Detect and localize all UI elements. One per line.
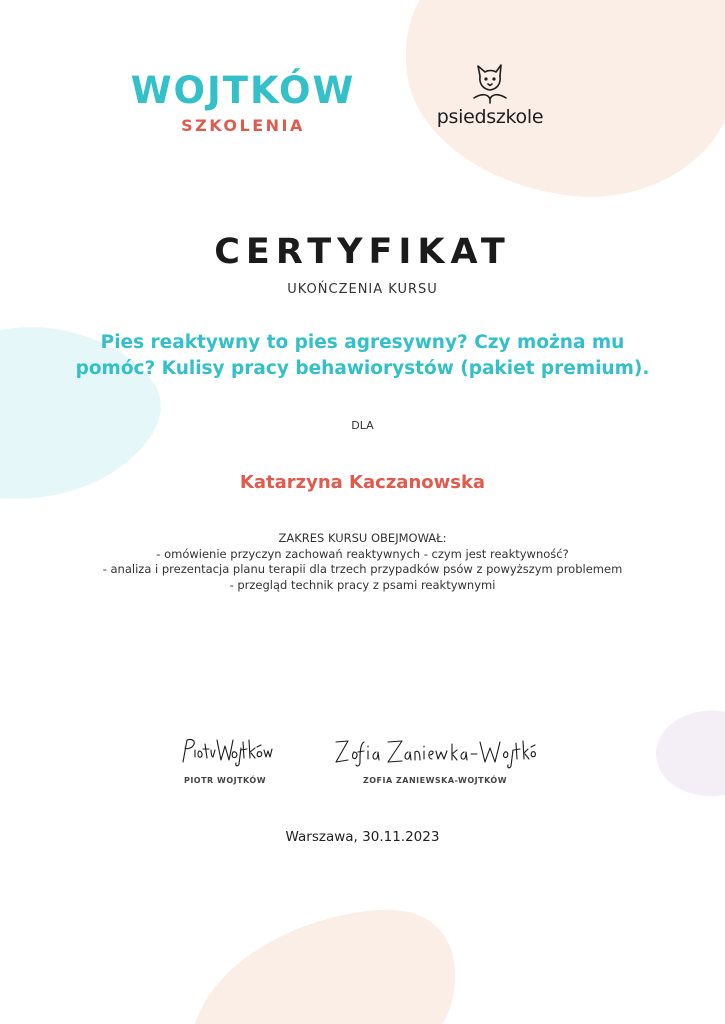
signer-name: PIOTR WOJTKÓW	[183, 776, 267, 785]
handwritten-signature	[330, 732, 540, 770]
signature-block-piotr	[160, 732, 290, 785]
certificate-subtitle: UKOŃCZENIA KURSU	[287, 282, 438, 297]
logo-main-text: WOJTKÓW	[130, 69, 356, 112]
psiedszkole-wordmark: psiedszkole	[436, 106, 544, 128]
signature-block-zofia	[320, 732, 550, 785]
course-scope	[40, 531, 685, 593]
scope-item: - analiza i prezentacja planu terapii dla trzech przypadków psów z powyższym problemem	[102, 562, 623, 576]
scope-heading: ZAKRES KURSU OBEJMOWAŁ:	[278, 531, 447, 545]
scope-item: - omówienie przyczyn zachowań reaktywnych - czym jest reaktywność?	[156, 546, 569, 561]
course-title-line: Pies reaktywny to pies agresywny? Czy można mu	[100, 332, 625, 353]
psiedszkole-logo	[430, 62, 550, 128]
place-and-date: Warszawa, 30.11.2023	[285, 829, 440, 845]
handwritten-signature	[175, 732, 275, 770]
logo-sub-text: SZKOLENIA	[181, 116, 305, 135]
dog-reading-icon	[466, 62, 514, 106]
wojtkow-szkolenia-logo	[118, 70, 368, 137]
signer-name: ZOFIA ZANIEWSKA-WOJTKÓW	[362, 776, 508, 785]
course-title	[40, 330, 685, 382]
course-title-line: pomóc? Kulisy pracy behawiorystów (pakiet premium).	[75, 358, 650, 379]
recipient-name: Katarzyna Kaczanowska	[239, 472, 486, 493]
for-label: DLA	[351, 419, 374, 432]
scope-item: - przegląd technik pracy z psami reaktywnymi	[229, 577, 496, 592]
certificate-title: CERTYFIKAT	[214, 232, 511, 272]
